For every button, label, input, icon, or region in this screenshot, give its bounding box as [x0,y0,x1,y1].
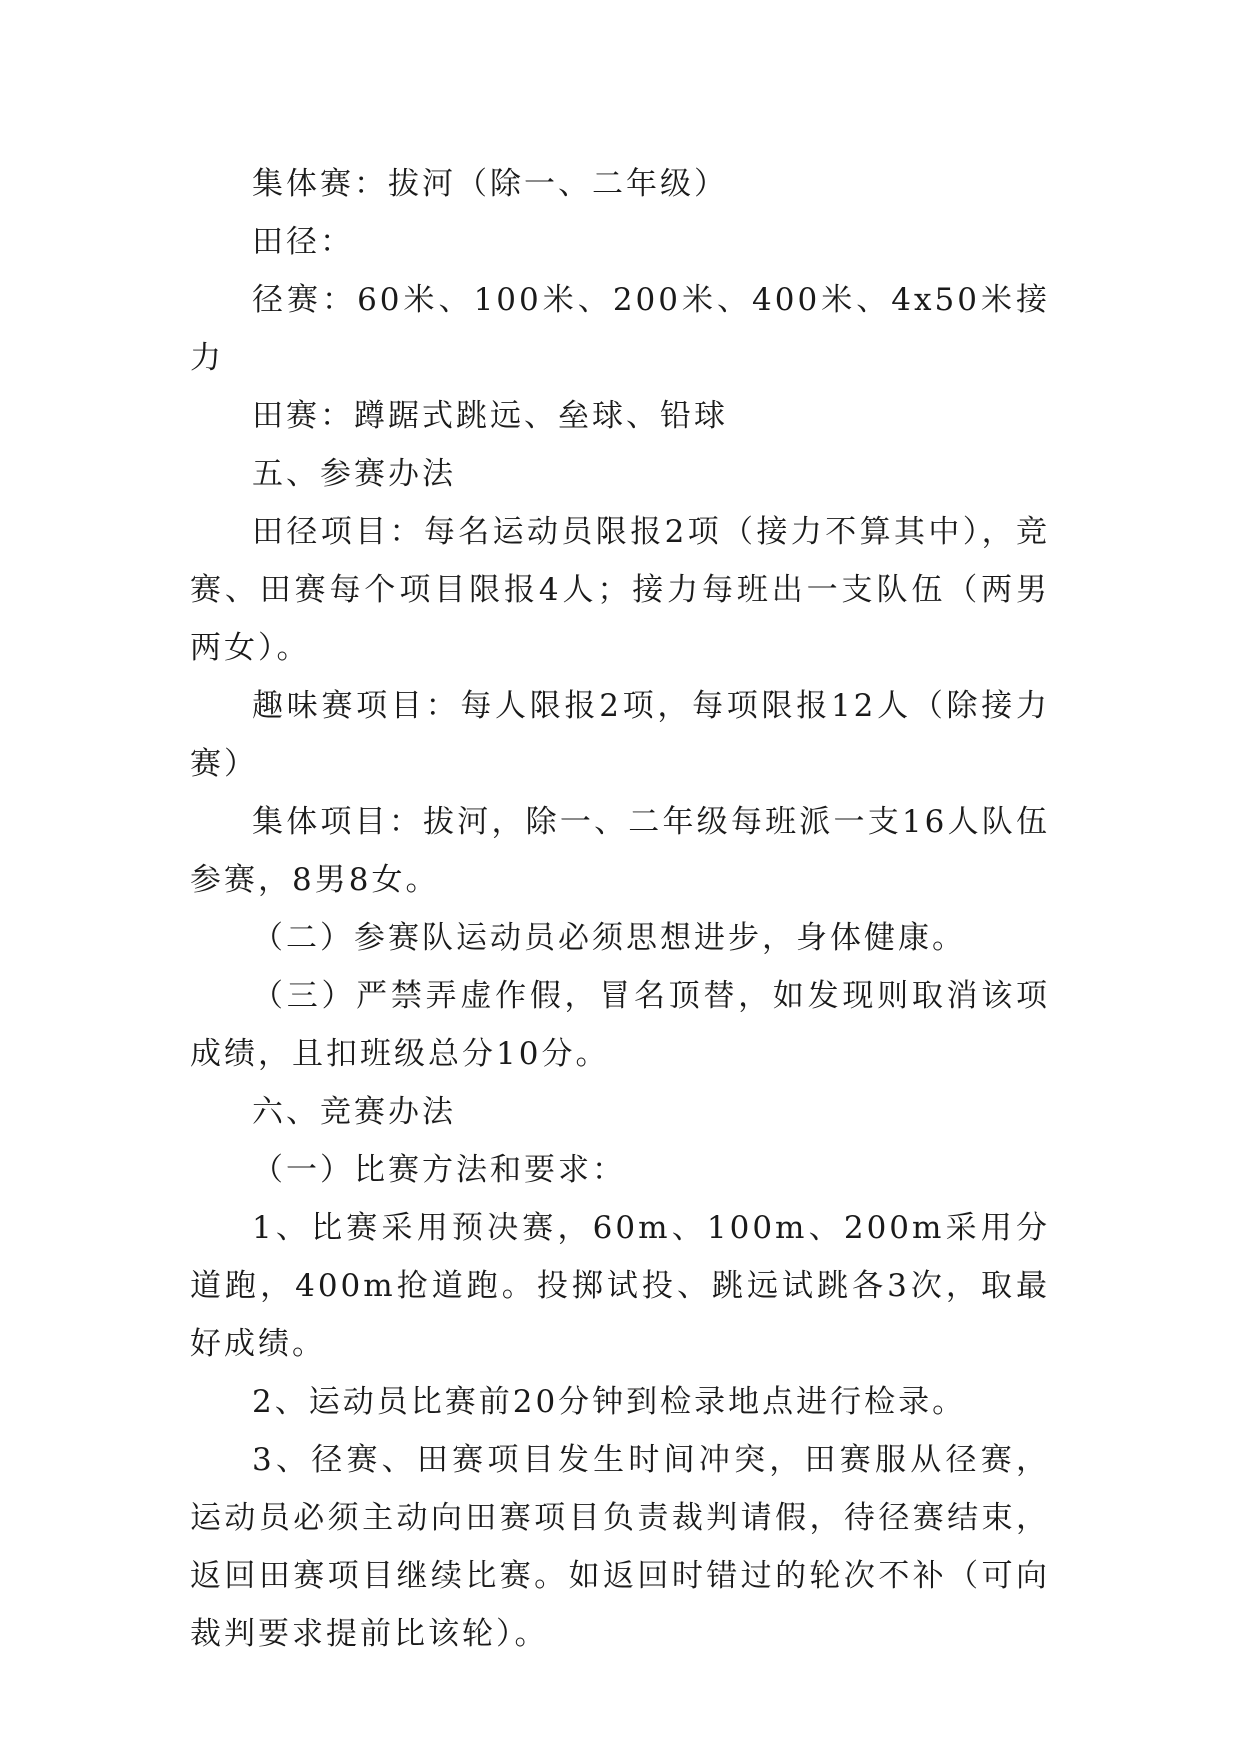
section-heading-participation: 五、参赛办法 [252,456,456,492]
paragraph-fun-events-rules: 趣味赛项目：每人限报2项，每项限报12人（除接力赛） [190,688,1050,782]
paragraph-track-events: 径赛：60米、100米、200米、400米、4x50米接力 [190,282,1050,376]
paragraph-team-events-rules: 集体项目：拔河，除一、二年级每班派一支16人队伍参赛，8男8女。 [190,804,1050,898]
paragraph-rule-3: 3、径赛、田赛项目发生时间冲突，田赛服从径赛，运动员必须主动向田赛项目负责裁判请假，待径赛结束，返回田赛项目继续比赛。如返回时错过的轮次不补（可向裁判要求提前比该轮）。 [190,1442,1050,1652]
paragraph-rule-2: 2、运动员比赛前20分钟到检录地点进行检录。 [252,1384,967,1420]
document-body [190,155,1050,1663]
paragraph-athlete-requirements: （二）参赛队运动员必须思想进步，身体健康。 [252,920,966,956]
section-heading-competition: 六、竞赛办法 [252,1094,456,1130]
paragraph-fraud-rules: （三）严禁弄虚作假，冒名顶替，如发现则取消该项成绩，且扣班级总分10分。 [190,978,1050,1072]
subheading-methods: （一）比赛方法和要求： [252,1152,626,1188]
paragraph-rule-1: 1、比赛采用预决赛，60m、100m、200m采用分道跑，400m抢道跑。投掷试投、跳远试跳各3次，取最好成绩。 [190,1210,1050,1362]
paragraph-team-events: 集体赛：拔河（除一、二年级） [252,166,728,202]
paragraph-track-field: 田径： [252,224,354,260]
paragraph-track-field-rules: 田径项目：每名运动员限报2项（接力不算其中），竞赛、田赛每个项目限报4人；接力每班出一支队伍（两男两女）。 [190,514,1050,666]
paragraph-field-events: 田赛：蹲踞式跳远、垒球、铅球 [252,398,728,434]
